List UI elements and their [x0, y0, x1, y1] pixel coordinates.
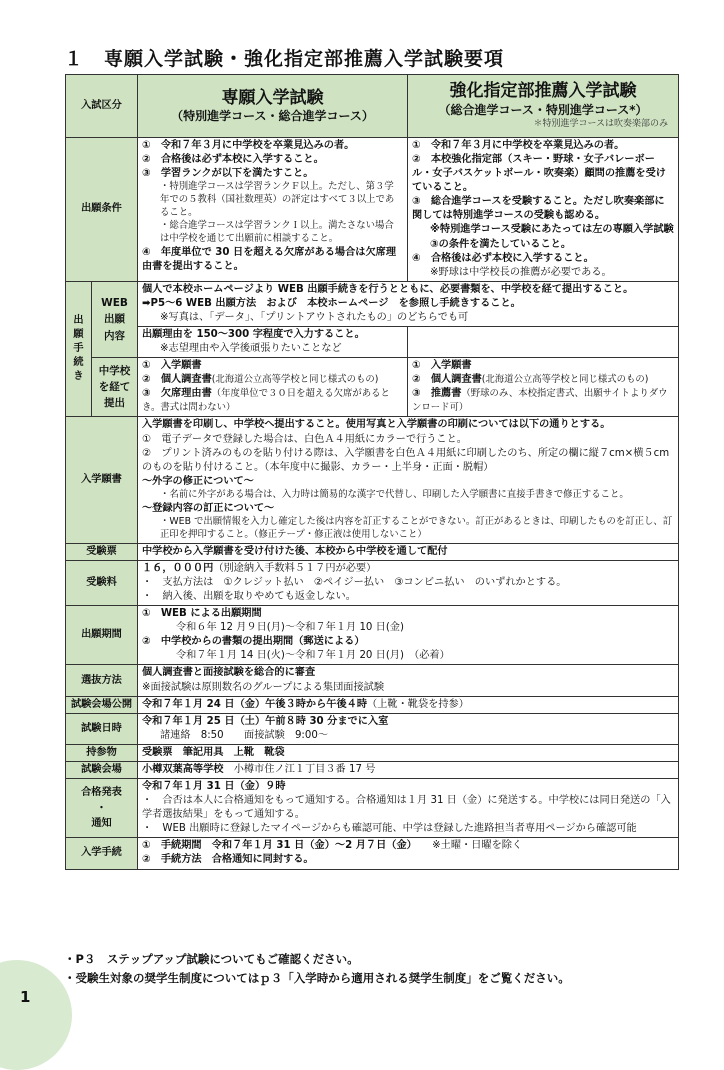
document-item — [142, 387, 403, 415]
footnote-scholarship: ・受験生対象の奨学生制度についてはｐ３「入学時から適用される奨学生制度」をご覧ください。 — [64, 971, 570, 985]
document-name: ③ 欠席理由書 — [142, 388, 212, 400]
application-subheading: ～登録内容の訂正について～ — [142, 502, 275, 514]
application-line: 入学願書を印刷し、中学校へ提出すること。使用写真と入学願書の印刷については以下の通りとする。 — [142, 419, 611, 431]
document-name: ③ 推薦書 — [412, 388, 462, 400]
venue-open-content — [138, 696, 679, 713]
page-number-circle — [0, 960, 72, 1070]
enroll-line — [142, 839, 674, 853]
period-date: 令和７年１月 14 日(火)～令和７年１月 20 日(月) （必着） — [176, 650, 450, 662]
ticket-label: 受験票 — [66, 543, 138, 560]
web-reference-link[interactable]: ➡P5～6 WEB 出願方法 および 本校ホームページ を参照し手続きすること。 — [142, 297, 521, 309]
reason-empty — [408, 327, 679, 358]
side-char: 手 — [73, 343, 84, 355]
column-header-row — [66, 75, 679, 138]
eligibility-item: ④ 合格後は必ず本校に入学すること。 — [412, 252, 594, 264]
enroll-label: 入学手続 — [66, 838, 138, 869]
document-item — [412, 373, 674, 387]
page-number: 1 — [20, 988, 31, 1006]
eligibility-row — [66, 138, 679, 282]
document-item: ① 入学願書 — [142, 360, 202, 372]
enroll-content — [138, 838, 679, 869]
photo-note: ※写真は、「データ」、「プリントアウトされたもの」のどちらでも可 — [160, 311, 469, 323]
enroll-row — [66, 838, 679, 869]
eligibility-subitem: ・総合進学コースは学習ランクＩ以上。満たさない場合は中学校を通じて出願前に相談すること。 — [160, 220, 394, 245]
exam-date-line: 令和７年１月 25 日（土）午前８時 30 分までに入室 — [142, 715, 389, 727]
belongings-row — [66, 744, 679, 761]
label-line: 内容 — [104, 329, 125, 342]
application-line: ・名前に外字がある場合は、入力時は簡易的な漢字で代替し、印刷した入学願書に直接手書きで修正すること。 — [160, 488, 629, 500]
procedure-web-row — [66, 281, 679, 326]
label-line: 通知 — [91, 817, 112, 829]
side-char: き — [73, 371, 84, 383]
period-date: 令和６年 12 月９日(月)～令和７年１月 10 日(金) — [176, 622, 404, 634]
category-label: 入試区分 — [66, 75, 138, 138]
application-row — [66, 417, 679, 543]
fee-row — [66, 560, 679, 605]
selection-line: 個人調査書と面接試験を総合的に審査 — [142, 667, 316, 679]
eligibility-right — [408, 138, 679, 282]
period-line: ① WEB による出願期間 — [142, 608, 262, 620]
document-note: （年度単位で３０日を超える欠席があるとき。書式は問わない） — [142, 388, 390, 414]
fee-amount-line — [142, 562, 674, 576]
via-school-label — [92, 358, 138, 417]
belongings-label: 持参物 — [66, 744, 138, 761]
procedure-side-label — [66, 281, 92, 417]
documents-left — [138, 358, 408, 417]
document-note: (北海道公立高等学校と同じ様式のもの) — [211, 374, 379, 386]
eligibility-label: 出願条件 — [66, 138, 138, 282]
side-char: 出 — [73, 314, 84, 326]
enroll-note: ※土曜・日曜を除く — [432, 840, 523, 852]
eligibility-item: ③ 総合進学コースを受験すること。ただし吹奏楽部に関しては特別進学コースの受験も認める。 — [412, 196, 665, 222]
period-row — [66, 606, 679, 665]
ticket-row — [66, 543, 679, 560]
label-line: 提出 — [104, 397, 125, 410]
enroll-method: ② 手続方法 合格通知に同封する。 — [142, 854, 314, 866]
application-label: 入学願書 — [66, 417, 138, 543]
venue-label: 試験会場 — [66, 761, 138, 778]
label-line: ・ — [96, 802, 107, 814]
application-subheading: ～外字の修正について～ — [142, 475, 254, 487]
announce-label — [66, 779, 138, 838]
footnote-stepup: ・P３ ステップアップ試験についてもご確認ください。 — [64, 952, 359, 966]
venue-open-label: 試験会場公開 — [66, 696, 138, 713]
side-char: 続 — [73, 357, 84, 369]
column-suisen — [408, 75, 679, 138]
announce-date: 令和７年１月 31 日（金）９時 — [142, 781, 286, 793]
label-line: WEB — [101, 297, 128, 310]
side-char: 願 — [73, 329, 84, 341]
exam-schedule-line: 諸連絡 8:50 面接試験 9:00～ — [160, 729, 329, 741]
reason-content — [138, 327, 408, 358]
suisen-subtitle: （総合進学コース・特別進学コース*） — [438, 102, 648, 117]
eligibility-item: ④ 年度単位で 30 日を超える欠席がある場合は欠席理由書を提出すること。 — [142, 247, 397, 273]
period-content — [138, 606, 679, 665]
label-line: を経て — [98, 381, 131, 394]
suisen-title: 強化指定部推薦入学試験 — [449, 81, 637, 102]
column-senkan — [138, 75, 408, 138]
fee-line: ・ 支払方法は ①クレジット払い ②ペイジー払い ③コンビニ払い のいずれかとする。 — [142, 577, 567, 589]
document-name: ② 個人調査書 — [142, 374, 212, 386]
belongings-content: 受験票 筆記用具 上靴 靴袋 — [138, 744, 679, 761]
senkan-subtitle: （特別進学コース・総合進学コース） — [171, 108, 374, 123]
reason-instruction: 出願理由を 150～300 字程度で入力すること。 — [142, 329, 365, 341]
web-application-content — [138, 281, 679, 326]
exam-date-label: 試験日時 — [66, 713, 138, 744]
venue-row — [66, 761, 679, 778]
ticket-content: 中学校から入学願書を受け付けた後、本校から中学校を通して配付 — [138, 543, 679, 560]
selection-line: ※面接試験は原則数名のグループによる集団面接試験 — [142, 681, 385, 693]
procedure-documents-row — [66, 358, 679, 417]
fee-amount: １６，０００円 — [142, 562, 214, 574]
procedure-reason-row — [66, 327, 679, 358]
selection-content — [138, 665, 679, 696]
announce-content — [138, 779, 679, 838]
document-note: （野球のみ、本校指定書式、出願サイトよりダウンロード可） — [412, 388, 668, 414]
eligibility-note: ※野球は中学校長の推薦が必要である。 — [430, 266, 612, 278]
eligibility-note: ※特別進学コース受験にあたっては左の専願入学試験③の条件を満たしていること。 — [430, 224, 674, 250]
application-line: ・WEB で出願情報を入力し確定した後は内容を訂正することができない。訂正があるときは、印刷したものを訂正し、訂正印を押印すること。（修正テープ・修正液は使用しないこと） — [160, 515, 673, 540]
fee-line: ・ 納入後、出願を取りやめても返金しない。 — [142, 591, 356, 603]
selection-row — [66, 665, 679, 696]
document-item — [412, 387, 674, 415]
document-item: ① 入学願書 — [412, 360, 472, 372]
admission-table — [65, 74, 679, 870]
selection-label: 選抜方法 — [66, 665, 138, 696]
document-note: (北海道公立高等学校と同じ様式のもの) — [481, 374, 649, 386]
eligibility-item: ② 本校強化指定部（スキー・野球・女子バレーボール・女子バスケットボール・吹奏楽）顧問の推薦を受けていること。 — [412, 154, 666, 194]
label-line: 合格発表 — [81, 787, 122, 799]
fee-content — [138, 560, 679, 605]
application-content — [138, 417, 679, 543]
announce-line: ・ 合否は本人に合格通知をもって通知する。合格通知は１月 31 日（金）に発送する。中学校には同日発送の「入学者選抜結果」をもって通知する。 — [142, 795, 671, 821]
eligibility-left — [138, 138, 408, 282]
exam-date-row — [66, 713, 679, 744]
documents-right — [408, 358, 679, 417]
application-line: ① 電子データで登録した場合は、白色Ａ４用紙にカラーで行うこと。 — [142, 433, 467, 445]
eligibility-item: ① 令和７年３月に中学校を卒業見込みの者。 — [412, 140, 625, 151]
document-name: ② 個人調査書 — [412, 374, 482, 386]
exam-date-content — [138, 713, 679, 744]
eligibility-item: ③ 学習ランクが以下を満たすこと。 — [142, 168, 314, 180]
enroll-period: ① 手続期間 令和７年１月 31 日（金）～2 月７日（金） — [142, 840, 412, 852]
reason-note: ※志望理由や入学後頑張りたいことなど — [160, 343, 342, 355]
period-line: ② 中学校からの書類の提出期間（郵送による） — [142, 636, 365, 648]
venue-open-row — [66, 696, 679, 713]
eligibility-item: ① 令和７年３月に中学校を卒業見込みの者。 — [142, 140, 355, 151]
announce-line: ・ WEB 出願時に登録したマイページからも確認可能、中学は登録した進路担当者専用ページから確認可能 — [142, 823, 637, 835]
suisen-note: ＊特別進学コースは吹奏楽部のみ — [533, 119, 668, 130]
venue-name: 小樽双葉高等学校 — [142, 763, 224, 775]
label-line: 中学校 — [98, 364, 131, 377]
fee-label: 受験料 — [66, 560, 138, 605]
web-application-label — [92, 281, 138, 357]
page-title: １ 専願入学試験・強化指定部推薦入学試験要項 — [64, 48, 505, 70]
document-item — [142, 373, 403, 387]
web-instruction: 個人で本校ホームページより WEB 出願手続きを行うとともに、必要書類を、中学校を経て提出すること。 — [142, 283, 634, 295]
announce-row — [66, 779, 679, 838]
eligibility-subitem: ・特別進学コースは学習ランクＦ以上。ただし、第３学年での５教科（国社数理英）の評定はすべて３以上であること。 — [160, 181, 395, 219]
period-label: 出願期間 — [66, 606, 138, 665]
venue-open-note: （上靴・靴袋を持参） — [367, 698, 469, 710]
venue-content — [138, 761, 679, 778]
senkan-title: 専願入学試験 — [221, 87, 324, 108]
label-line: 出願 — [104, 313, 125, 326]
venue-open-time: 令和７年１月 24 日（金）午後３時から午後４時 — [142, 698, 368, 710]
fee-amount-note: （別途納入手数料５１７円が必要） — [213, 562, 377, 574]
eligibility-item: ② 合格後は必ず本校に入学すること。 — [142, 154, 324, 166]
application-line: ② プリント済みのものを貼り付ける際は、入学願書を白色Ａ４用紙に印刷したのち、所定の欄に縦７cm×横５cmのものを貼り付けること。（本年度中に撮影、カラー・上半身・正面・脱帽） — [142, 447, 670, 473]
venue-address: 小樽市住ノ江１丁目３番 17 号 — [233, 763, 376, 775]
